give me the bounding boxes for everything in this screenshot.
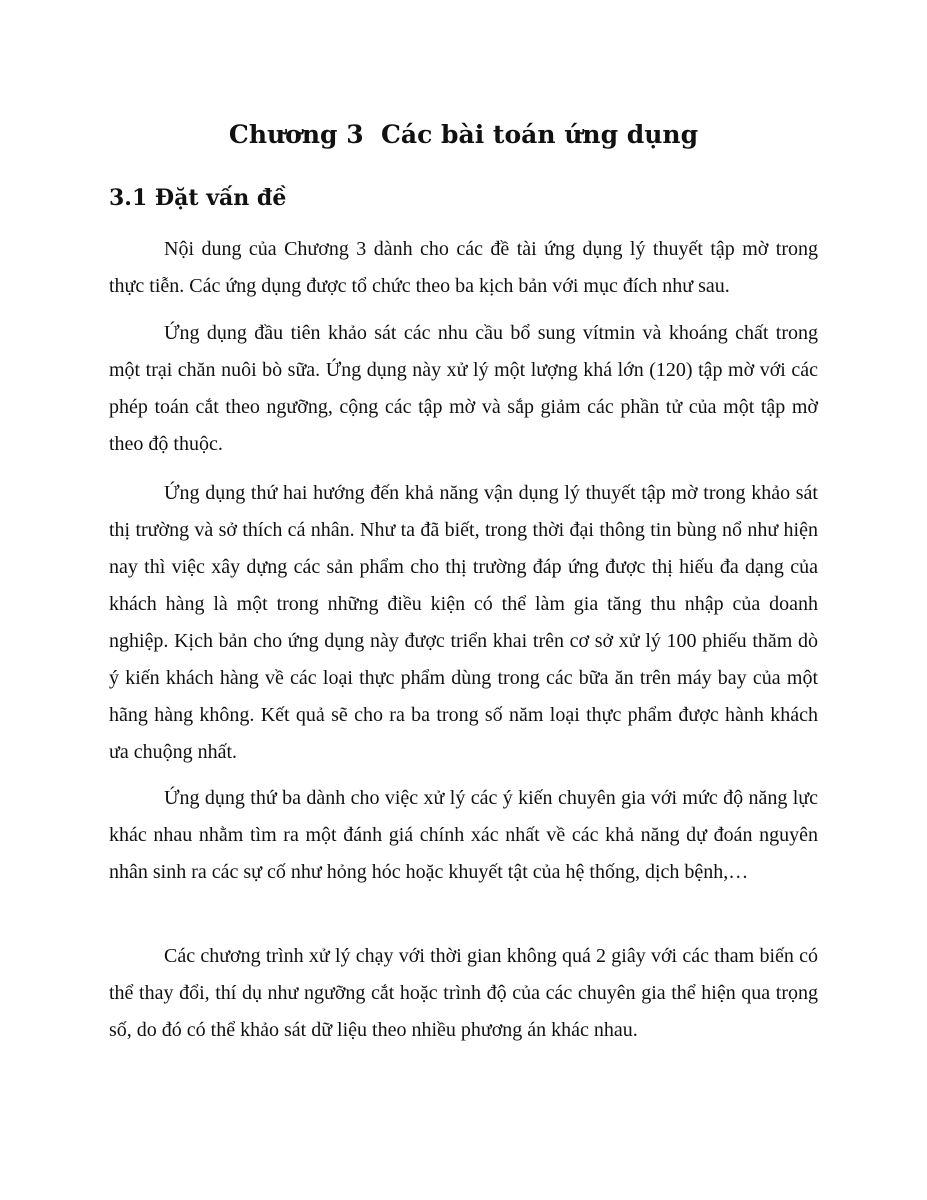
paragraph-third-application: Ứng dụng thứ ba dành cho việc xử lý các ý kiến chuyên gia với mức độ năng lực khác nhau nhằm tìm ra một đánh giá chính xác nhất về các khả năng dự đoán nguyên nhân sinh ra các sự cố như hỏng hóc hoặc khuyết tật của hệ thống, dịch bệnh,… [109,787,818,883]
section-heading: 3.1 Đặt vấn đề [109,185,287,211]
paragraph-intro: Nội dung của Chương 3 dành cho các đề tài ứng dụng lý thuyết tập mờ trong thực tiễn. Các ứng dụng được tổ chức theo ba kịch bản với mục đích như sau. [109,238,818,297]
paragraph-second-application: Ứng dụng thứ hai hướng đến khả năng vận dụng lý thuyết tập mờ trong khảo sát thị trường và sở thích cá nhân. Như ta đã biết, trong thời đại thông tin bùng nổ như hiện nay thì việc xây dựng các sản phẩm cho thị trường đáp ứng được thị hiếu đa dạng của khách hàng là một trong những điều kiện có thể làm gia tăng thu nhập của doanh nghiệp. Kịch bản cho ứng dụng này được triển khai trên cơ sở xử lý 100 phiếu thăm dò ý kiến khách hàng về các loại thực phẩm dùng trong các bữa ăn trên máy bay của một hãng hàng không. Kết quả sẽ cho ra ba trong số năm loại thực phẩm được hành khách ưa chuộng nhất. [109,482,818,763]
paragraph-first-application: Ứng dụng đầu tiên khảo sát các nhu cầu bổ sung vítmin và khoáng chất trong một trại chăn nuôi bò sữa. Ứng dụng này xử lý một lượng khá lớn (120) tập mờ với các phép toán cắt theo ngưỡng, cộng các tập mờ và sắp giảm các phần tử của một tập mờ theo độ thuộc. [109,322,818,455]
chapter-title: Chương 3 Các bài toán ứng dụng [228,120,699,149]
paragraph-performance: Các chương trình xử lý chạy với thời gian không quá 2 giây với các tham biến có thể thay đổi, thí dụ như ngưỡng cắt hoặc trình độ của các chuyên gia thể hiện qua trọng số, do đó có thể khảo sát dữ liệu theo nhiều phương án khác nhau. [109,945,818,1041]
